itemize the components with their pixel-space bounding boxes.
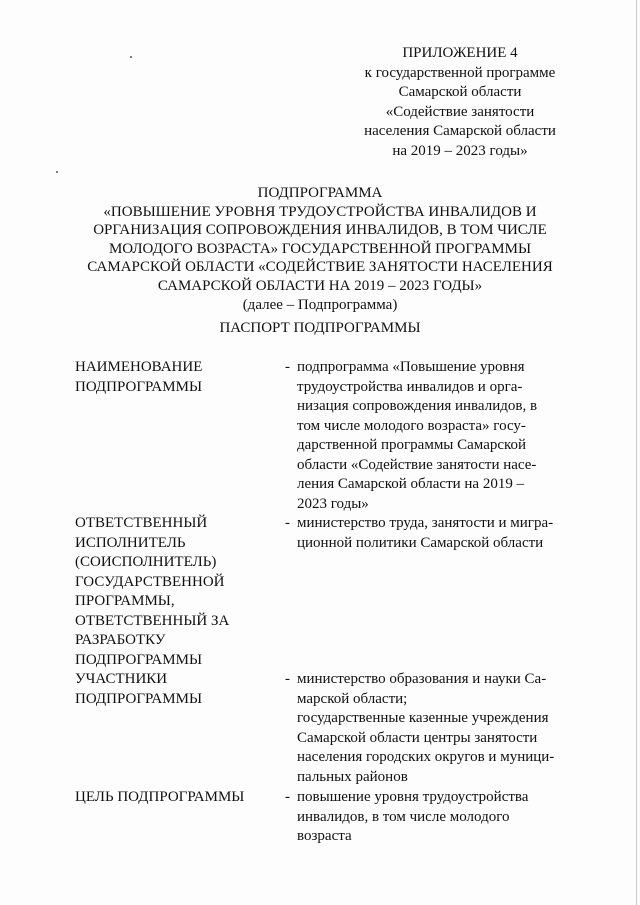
scan-edge-line	[636, 0, 637, 905]
row-value-line: области «Содействие занятости насе-	[297, 456, 537, 473]
subprogram-title-line: МОЛОДОГО ВОЗРАСТА» ГОСУДАРСТВЕННОЙ ПРОГРАММЫ	[108, 240, 532, 257]
row-value-line: низация сопровождения инвалидов, в	[297, 398, 538, 414]
scan-speck	[56, 171, 58, 173]
appendix-line: населения Самарской области	[364, 123, 556, 139]
row-label-line: РАЗРАБОТКУ	[75, 632, 166, 648]
appendix-line: к государственной программе	[364, 64, 556, 81]
subprogram-title-line: ОРГАНИЗАЦИЯ СОПРОВОЖДЕНИЯ ИНВАЛИДОВ, В ТОМ ЧИСЛЕ	[93, 222, 547, 239]
row-value-line: 2023 годы»	[297, 495, 369, 512]
row-dash: -	[285, 515, 290, 531]
row-label-line: ОТВЕТСТВЕННЫЙ	[75, 515, 208, 531]
row-label-line: УЧАСТНИКИ	[75, 671, 168, 687]
row-label-line: ОТВЕТСТВЕННЫЙ ЗА	[75, 612, 230, 629]
subprogram-title-line: «ПОВЫШЕНИЕ УРОВНЯ ТРУДОУСТРОЙСТВА ИНВАЛИДОВ И	[103, 203, 537, 220]
row-label	[75, 514, 275, 670]
appendix-header	[350, 44, 570, 161]
row-label-line: (СОИСПОЛНИТЕЛЬ)	[75, 554, 217, 570]
appendix-line: Самарской области	[398, 84, 522, 100]
row-value-line: Самарской области центры занятости	[297, 729, 538, 746]
row-value-line: министерство образования и науки Са-	[297, 671, 547, 687]
row-value-line: ционной политики Самарской области	[297, 534, 544, 551]
row-label-line: ЦЕЛЬ ПОДПРОГРАММЫ	[75, 789, 245, 805]
appendix-line: «Содействие занятости	[385, 103, 535, 120]
row-value-line: инвалидов, в том числе молодого	[297, 808, 510, 825]
row-label	[75, 358, 275, 397]
row-value-line: министерство труда, занятости и мигра-	[297, 515, 554, 531]
row-value-line: том числе молодого возраста» госу-	[297, 417, 526, 434]
row-label-line: ГОСУДАРСТВЕННОЙ	[75, 573, 225, 590]
row-value-line: марской области;	[297, 690, 408, 707]
row-dash: -	[285, 789, 290, 805]
row-value-line: дарственной программы Самарской	[297, 437, 527, 453]
row-value	[297, 358, 569, 514]
row-value-line: ления Самарской области на 2019 –	[297, 476, 525, 492]
row-value-line: трудоустройства инвалидов и орга-	[297, 378, 523, 395]
row-label-line: НАИМЕНОВАНИЕ	[75, 359, 203, 375]
row-label	[75, 788, 275, 808]
subprogram-title-line: (далее – Подпрограмма)	[242, 296, 398, 313]
passport-heading: ПАСПОРТ ПОДПРОГРАММЫ	[219, 320, 421, 336]
row-label-line: ПОДПРОГРАММЫ	[75, 378, 203, 395]
subprogram-title	[70, 184, 570, 314]
row-value-line: государственные казенные учреждения	[297, 710, 549, 726]
row-value-line: подпрограмма «Повышение уровня	[297, 359, 525, 375]
row-dash: -	[285, 671, 290, 687]
row-label-line: ПРОГРАММЫ,	[75, 593, 175, 609]
subprogram-title-line: САМАРСКОЙ ОБЛАСТИ «СОДЕЙСТВИЕ ЗАНЯТОСТИ НАСЕЛЕНИЯ	[87, 259, 553, 276]
row-label-line: ПОДПРОГРАММЫ	[75, 690, 203, 707]
row-value-line: пальных районов	[297, 768, 408, 785]
row-value	[297, 670, 569, 787]
scan-speck	[130, 56, 132, 58]
row-value	[297, 788, 569, 847]
row-label-line: ИСПОЛНИТЕЛЬ	[75, 534, 186, 551]
row-value-line: возраста	[297, 828, 352, 844]
row-dash: -	[285, 359, 290, 375]
row-label	[75, 670, 275, 709]
row-value	[297, 514, 569, 553]
subprogram-title-line: ПОДПРОГРАММА	[257, 185, 383, 201]
appendix-line: на 2019 – 2023 годы»	[392, 142, 528, 159]
subprogram-title-line: САМАРСКОЙ ОБЛАСТИ НА 2019 – 2023 ГОДЫ»	[157, 277, 483, 294]
appendix-title: ПРИЛОЖЕНИЕ 4	[402, 45, 518, 61]
row-label-line: ПОДПРОГРАММЫ	[75, 651, 203, 668]
row-value-line: повышение уровня трудоустройства	[297, 789, 529, 805]
row-value-line: населения городских округов и муници-	[297, 749, 555, 765]
